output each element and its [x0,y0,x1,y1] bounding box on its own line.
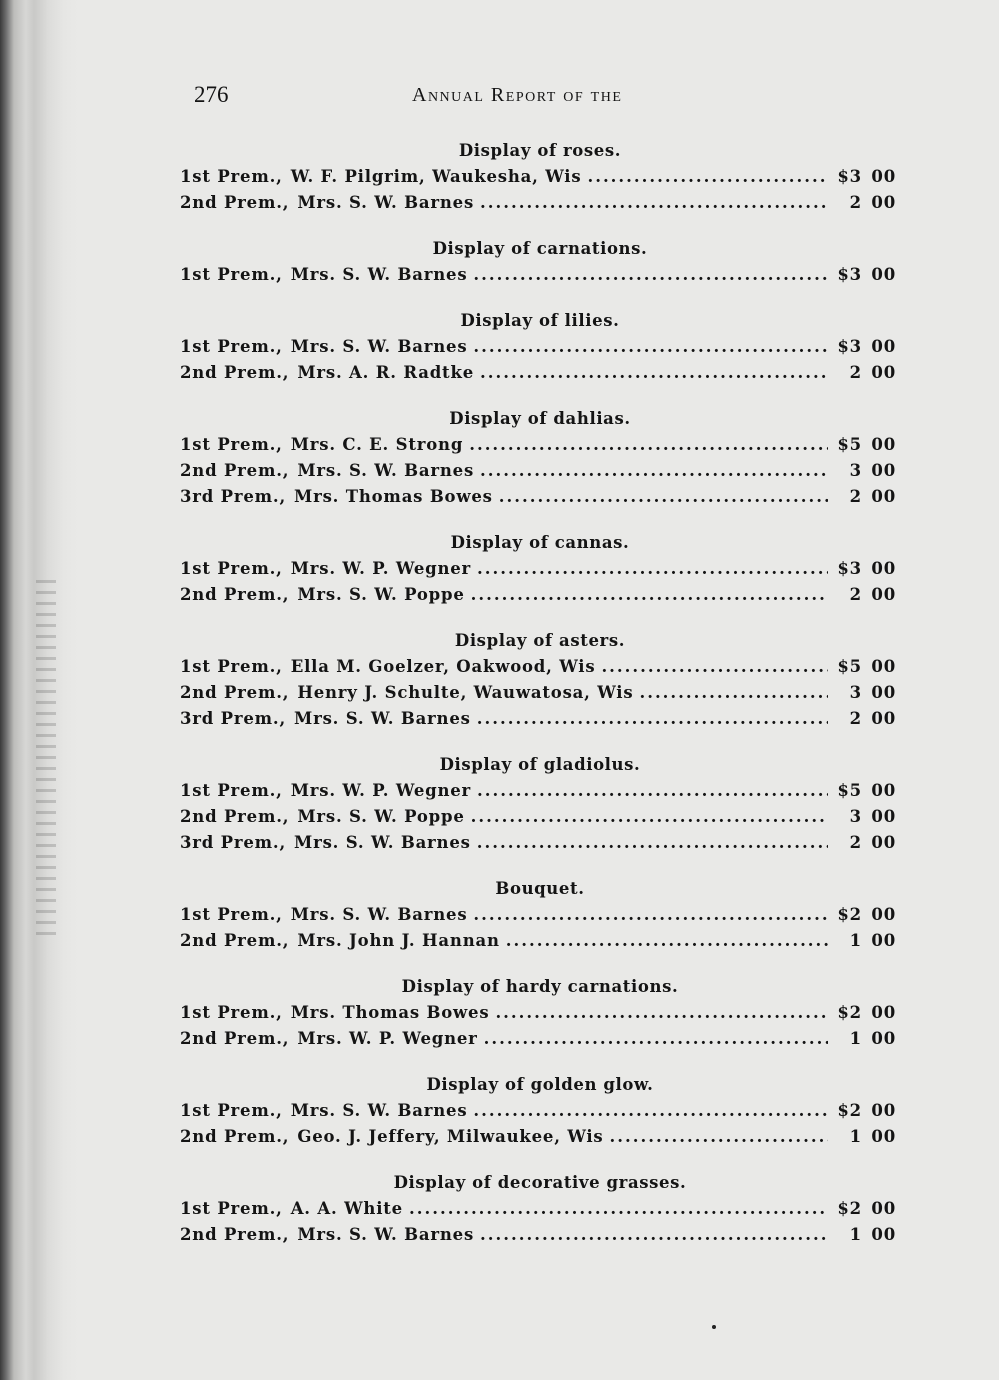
winner-name: Geo. J. Jeffery, Milwaukee, Wis [297,1127,604,1146]
winner-name: Mrs. W. P. Wegner [290,781,472,800]
prize-amount: $3 00 [837,337,896,356]
prize-amount: 1 00 [849,1225,896,1244]
award-section [180,236,900,288]
award-row [180,830,900,856]
award-row [180,902,900,928]
prize-rank: 2nd Prem., [180,363,290,382]
award-section [180,974,900,1052]
prize-rank: 2nd Prem., [180,193,290,212]
dot-leader [480,1222,828,1248]
prize-amount: 3 00 [849,683,896,702]
prize-rank: 1st Prem., [180,1101,283,1120]
prize-amount: $3 00 [837,265,896,284]
prize-amount: 3 00 [849,807,896,826]
award-section [180,1072,900,1150]
award-section [180,628,900,732]
award-row [180,556,900,582]
award-row [180,190,900,216]
prize-rank: 3rd Prem., [180,709,287,728]
prize-rank: 2nd Prem., [180,461,290,480]
dot-leader [477,556,828,582]
dot-leader [409,1196,828,1222]
award-row [180,360,900,386]
winner-name: Mrs. S. W. Barnes [297,193,475,212]
award-row [180,680,900,706]
prize-rank: 1st Prem., [180,265,283,284]
award-row [180,582,900,608]
award-section [180,406,900,510]
prize-amount: $5 00 [837,781,896,800]
dot-leader [473,1098,828,1124]
award-row [180,1000,900,1026]
prize-amount: 2 00 [849,833,896,852]
award-row [180,804,900,830]
dot-leader [473,334,828,360]
prize-rank: 2nd Prem., [180,1127,290,1146]
dot-leader [477,706,828,732]
winner-name: Mrs. John J. Hannan [297,931,500,950]
winner-name: Mrs. S. W. Barnes [290,905,468,924]
prize-amount: 1 00 [849,931,896,950]
prize-rank: 1st Prem., [180,167,283,186]
prize-rank: 1st Prem., [180,337,283,356]
dot-leader [471,804,828,830]
dot-leader [601,654,828,680]
section-title: Display of asters. [454,631,626,650]
page-header [180,80,900,116]
dot-leader [639,680,828,706]
dot-leader [495,1000,828,1026]
page-number: 276 [194,82,229,107]
prize-rank: 1st Prem., [180,657,283,676]
prize-amount: 2 00 [849,585,896,604]
dot-leader [499,484,828,510]
prize-rank: 1st Prem., [180,905,283,924]
winner-name: Mrs. S. W. Poppe [297,585,465,604]
award-section [180,876,900,954]
dot-leader [469,432,828,458]
section-title: Display of gladiolus. [439,755,641,774]
prize-amount: $2 00 [837,1199,896,1218]
dot-leader [477,778,828,804]
prize-amount: $2 00 [837,1003,896,1022]
award-row [180,778,900,804]
award-row [180,334,900,360]
winner-name: Mrs. W. P. Wegner [297,1029,478,1048]
dot-leader [480,458,828,484]
prize-rank: 2nd Prem., [180,1225,290,1244]
winner-name: Mrs. S. W. Barnes [297,461,475,480]
dot-leader [484,1026,828,1052]
award-row [180,1222,900,1248]
winner-name: A. A. White [290,1199,403,1218]
book-binding-edge [0,0,78,1380]
prize-amount: $2 00 [837,905,896,924]
winner-name: Mrs. S. W. Barnes [297,1225,475,1244]
award-row [180,262,900,288]
prize-amount: $5 00 [837,435,896,454]
award-row [180,164,900,190]
prize-rank: 2nd Prem., [180,683,290,702]
award-section [180,530,900,608]
dot-leader [473,262,828,288]
winner-name: Ella M. Goelzer, Oakwood, Wis [290,657,596,676]
award-row [180,1124,900,1150]
section-title: Display of roses. [458,141,622,160]
dot-leader [473,902,828,928]
prize-amount: 2 00 [849,487,896,506]
winner-name: Mrs. S. W. Barnes [290,1101,468,1120]
winner-name: Mrs. S. W. Barnes [294,833,471,852]
winner-name: Mrs. Thomas Bowes [294,487,493,506]
document-page [180,80,900,1248]
section-title: Display of carnations. [432,239,648,258]
prize-rank: 1st Prem., [180,1003,283,1022]
award-row [180,706,900,732]
prize-rank: 2nd Prem., [180,807,290,826]
award-row [180,1098,900,1124]
prize-amount: $2 00 [837,1101,896,1120]
running-head: Annual Report of the [412,84,623,106]
prize-rank: 1st Prem., [180,435,283,454]
award-row [180,458,900,484]
winner-name: Mrs. A. R. Radtke [297,363,475,382]
winner-name: Mrs. C. E. Strong [290,435,464,454]
award-row [180,928,900,954]
dot-leader [480,360,828,386]
winner-name: Mrs. Thomas Bowes [290,1003,490,1022]
prize-rank: 3rd Prem., [180,487,287,506]
dot-leader [610,1124,828,1150]
award-row [180,1026,900,1052]
award-section [180,752,900,856]
prize-amount: 2 00 [849,709,896,728]
award-section [180,138,900,216]
prize-amount: $3 00 [837,559,896,578]
award-row [180,432,900,458]
dot-leader [477,830,828,856]
prize-amount: 2 00 [849,193,896,212]
winner-name: Mrs. S. W. Poppe [297,807,465,826]
prize-amount: 2 00 [849,363,896,382]
prize-rank: 1st Prem., [180,559,283,578]
prize-amount: $3 00 [837,167,896,186]
section-title: Display of dahlias. [449,409,631,428]
winner-name: W. F. Pilgrim, Waukesha, Wis [290,167,582,186]
prize-rank: 2nd Prem., [180,585,290,604]
section-title: Display of lilies. [460,311,620,330]
dot-leader [587,164,828,190]
premium-list [180,138,900,1248]
prize-amount: 1 00 [849,1029,896,1048]
winner-name: Henry J. Schulte, Wauwatosa, Wis [297,683,634,702]
dot-leader [480,190,828,216]
prize-amount: 3 00 [849,461,896,480]
prize-rank: 2nd Prem., [180,1029,290,1048]
ink-speck [712,1325,716,1329]
prize-amount: 1 00 [849,1127,896,1146]
prize-amount: $5 00 [837,657,896,676]
winner-name: Mrs. S. W. Barnes [290,265,468,284]
winner-name: Mrs. W. P. Wegner [290,559,472,578]
award-row [180,1196,900,1222]
section-title: Display of golden glow. [426,1075,654,1094]
winner-name: Mrs. S. W. Barnes [290,337,468,356]
award-section [180,308,900,386]
prize-rank: 1st Prem., [180,1199,283,1218]
section-title: Display of cannas. [450,533,630,552]
prize-rank: 1st Prem., [180,781,283,800]
prize-rank: 2nd Prem., [180,931,290,950]
section-title: Bouquet. [495,879,585,898]
section-title: Display of decorative grasses. [393,1173,687,1192]
prize-rank: 3rd Prem., [180,833,287,852]
award-section [180,1170,900,1248]
winner-name: Mrs. S. W. Barnes [294,709,471,728]
dot-leader [506,928,828,954]
award-row [180,654,900,680]
section-title: Display of hardy carnations. [401,977,679,996]
award-row [180,484,900,510]
dot-leader [471,582,828,608]
